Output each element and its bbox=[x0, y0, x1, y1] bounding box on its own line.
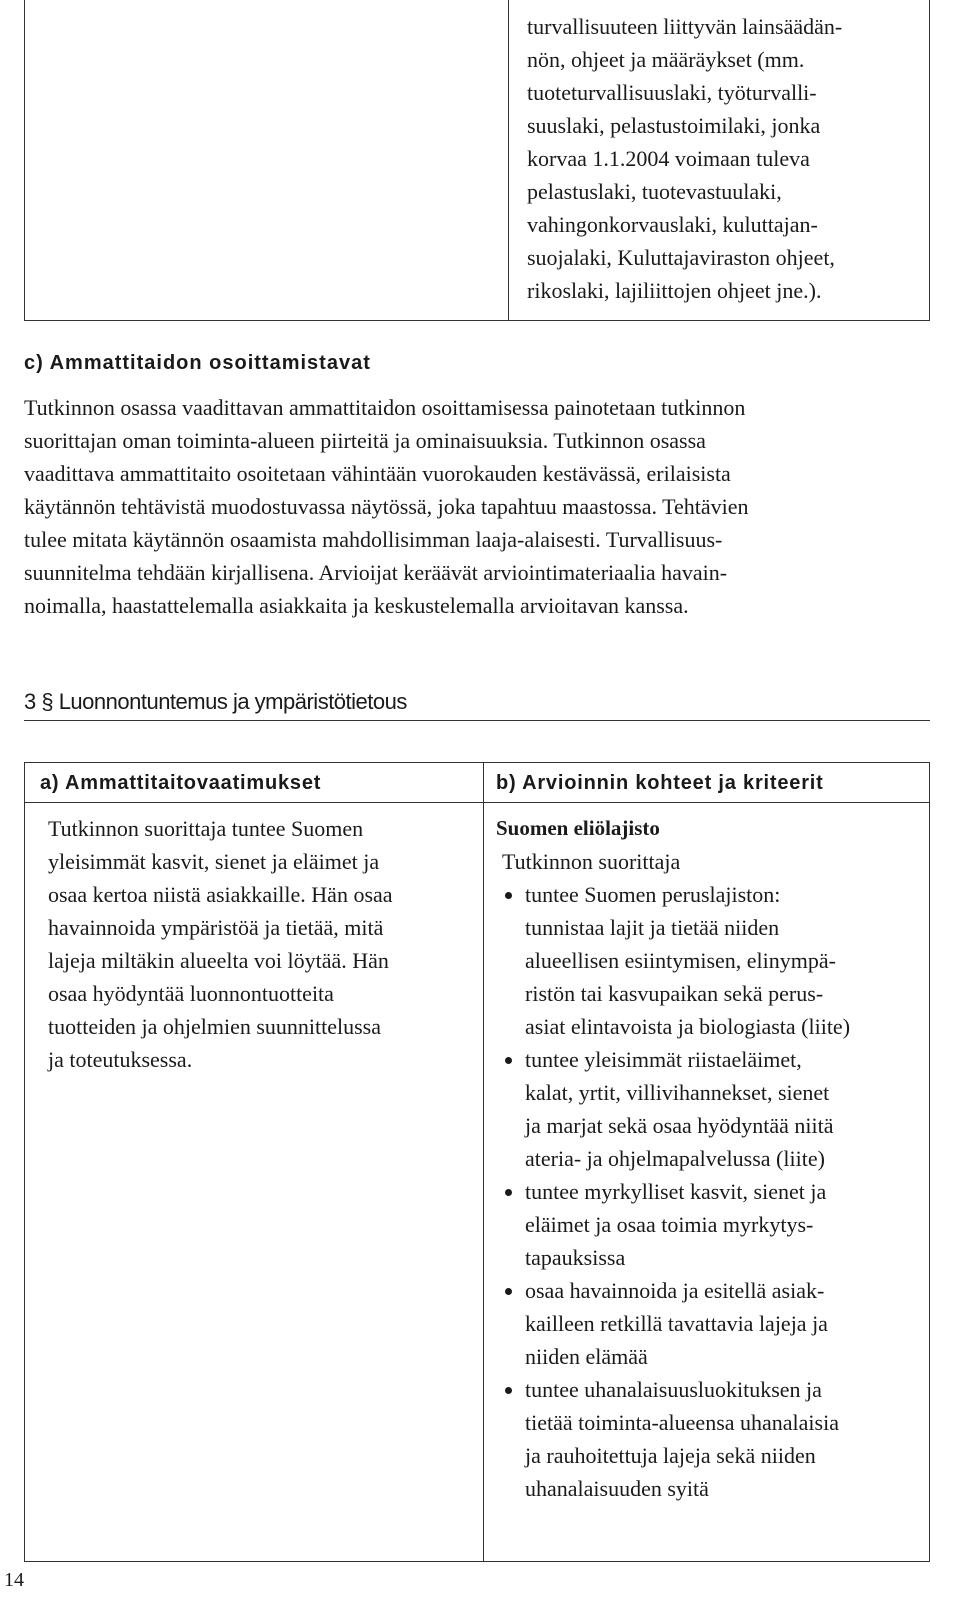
text-line: Tutkinnon osassa vaadittavan ammattitaidon osoittamisessa painotetaan tutkinnon bbox=[24, 395, 746, 420]
text-line: osaa kertoa niistä asiakkaille. Hän osaa bbox=[48, 882, 393, 907]
text-line: suorittajan oman toiminta-alueen piirteitä ja ominaisuuksia. Tutkinnon osassa bbox=[24, 428, 706, 453]
text-line: suuslaki, pelastustoimilaki, jonka bbox=[527, 113, 821, 138]
text-line: tuntee myrkylliset kasvit, sienet ja bbox=[525, 1179, 827, 1204]
text-line: turvallisuuteen liittyvän lainsäädän- bbox=[527, 14, 843, 39]
col-a-heading: a) Ammattitaitovaatimukset bbox=[40, 772, 322, 794]
text-line: kalat, yrtit, villivihannekset, sienet bbox=[525, 1080, 830, 1105]
text-line: niiden elämää bbox=[525, 1344, 648, 1369]
text-line: tunnistaa lajit ja tietää niiden bbox=[525, 915, 780, 940]
text-line: pelastuslaki, tuotevastuulaki, bbox=[527, 179, 782, 204]
text-line: tuotteiden ja ohjelmien suunnittelussa bbox=[48, 1014, 381, 1039]
text-line: tuntee yleisimmät riistaeläimet, bbox=[525, 1047, 802, 1072]
section-3-rule bbox=[24, 720, 930, 721]
text-line: osaa hyödyntää luonnontuotteita bbox=[48, 981, 334, 1006]
text-line: tapauksissa bbox=[525, 1245, 626, 1270]
text-line: tuntee Suomen peruslajiston: bbox=[525, 882, 781, 907]
text-line: tulee mitata käytännön osaamista mahdollisimman laaja-alaisesti. Turvallisuus- bbox=[24, 527, 723, 552]
list-item bbox=[496, 1175, 926, 1274]
text-line: havainnoida ympäristöä ja tietää, mitä bbox=[48, 915, 384, 940]
text-line: ateria- ja ohjelmapalvelussa (liite) bbox=[525, 1146, 825, 1171]
table-header-border bbox=[24, 802, 930, 803]
text-line: asiat elintavoista ja biologiasta (liite) bbox=[525, 1014, 851, 1039]
list-item bbox=[496, 878, 926, 1043]
col-b-body bbox=[496, 812, 926, 1505]
text-line: vahingonkorvauslaki, kuluttajan- bbox=[527, 212, 818, 237]
text-line: korvaa 1.1.2004 voimaan tuleva bbox=[527, 146, 810, 171]
col-b-heading: b) Arvioinnin kohteet ja kriteerit bbox=[496, 772, 824, 794]
list-item bbox=[496, 1043, 926, 1175]
text-line: tuoteturvallisuuslaki, työturvalli- bbox=[527, 80, 817, 105]
text-line: suojalaki, Kuluttajaviraston ohjeet, bbox=[527, 245, 835, 270]
column-divider bbox=[483, 762, 484, 1561]
text-line: Tutkinnon suorittaja tuntee Suomen bbox=[48, 816, 364, 841]
text-line: alueellisen esiintymisen, elinympä- bbox=[525, 948, 836, 973]
top-table-right-text bbox=[527, 10, 927, 307]
text-line: rikoslaki, lajiliittojen ohjeet jne.). bbox=[527, 278, 822, 303]
text-line: ja rauhoitettuja lajeja sekä niiden bbox=[525, 1443, 816, 1468]
section-c-body bbox=[24, 391, 934, 622]
text-line: tuntee uhanalaisuusluokituksen ja bbox=[525, 1377, 822, 1402]
section-3-heading: 3 § Luonnontuntemus ja ympäristötietous bbox=[24, 689, 407, 714]
list-item bbox=[496, 1274, 926, 1373]
col-b-intro: Tutkinnon suorittaja bbox=[502, 849, 681, 874]
text-line: tietää toiminta-alueensa uhanalaisia bbox=[525, 1410, 839, 1435]
criteria-list bbox=[496, 878, 926, 1505]
top-table bbox=[24, 0, 930, 321]
text-line: noimalla, haastattelemalla asiakkaita ja keskustelemalla arvioitavan kanssa. bbox=[24, 593, 689, 618]
list-item bbox=[496, 1373, 926, 1505]
col-a-body bbox=[48, 812, 468, 1076]
text-line: käytännön tehtävistä muodostuvassa näytössä, joka tapahtuu maastossa. Tehtävien bbox=[24, 494, 749, 519]
column-divider bbox=[508, 0, 509, 320]
section-c-heading: c) Ammattitaidon osoittamistavat bbox=[24, 352, 371, 374]
text-line: uhanalaisuuden syitä bbox=[525, 1476, 709, 1501]
text-line: suunnitelma tehdään kirjallisena. Arvioijat keräävät arviointimateriaalia havain- bbox=[24, 560, 728, 585]
text-line: eläimet ja osaa toimia myrkytys- bbox=[525, 1212, 814, 1237]
table-top-border bbox=[24, 762, 930, 763]
col-b-subheading: Suomen eliölajisto bbox=[496, 816, 660, 840]
text-line: ja toteutuksessa. bbox=[48, 1047, 193, 1072]
text-line: kailleen retkillä tavattavia lajeja ja bbox=[525, 1311, 828, 1336]
text-line: vaadittava ammattitaito osoitetaan vähintään vuorokauden kestävässä, erilaisista bbox=[24, 461, 731, 486]
text-line: ristön tai kasvupaikan sekä perus- bbox=[525, 981, 824, 1006]
page-number: 14 bbox=[4, 1569, 24, 1591]
requirements-table bbox=[24, 762, 930, 1562]
text-line: osaa havainnoida ja esitellä asiak- bbox=[525, 1278, 825, 1303]
text-line: ja marjat sekä osaa hyödyntää niitä bbox=[525, 1113, 834, 1138]
text-line: yleisimmät kasvit, sienet ja eläimet ja bbox=[48, 849, 380, 874]
text-line: nön, ohjeet ja määräykset (mm. bbox=[527, 47, 805, 72]
text-line: lajeja miltäkin alueelta voi löytää. Hän bbox=[48, 948, 389, 973]
